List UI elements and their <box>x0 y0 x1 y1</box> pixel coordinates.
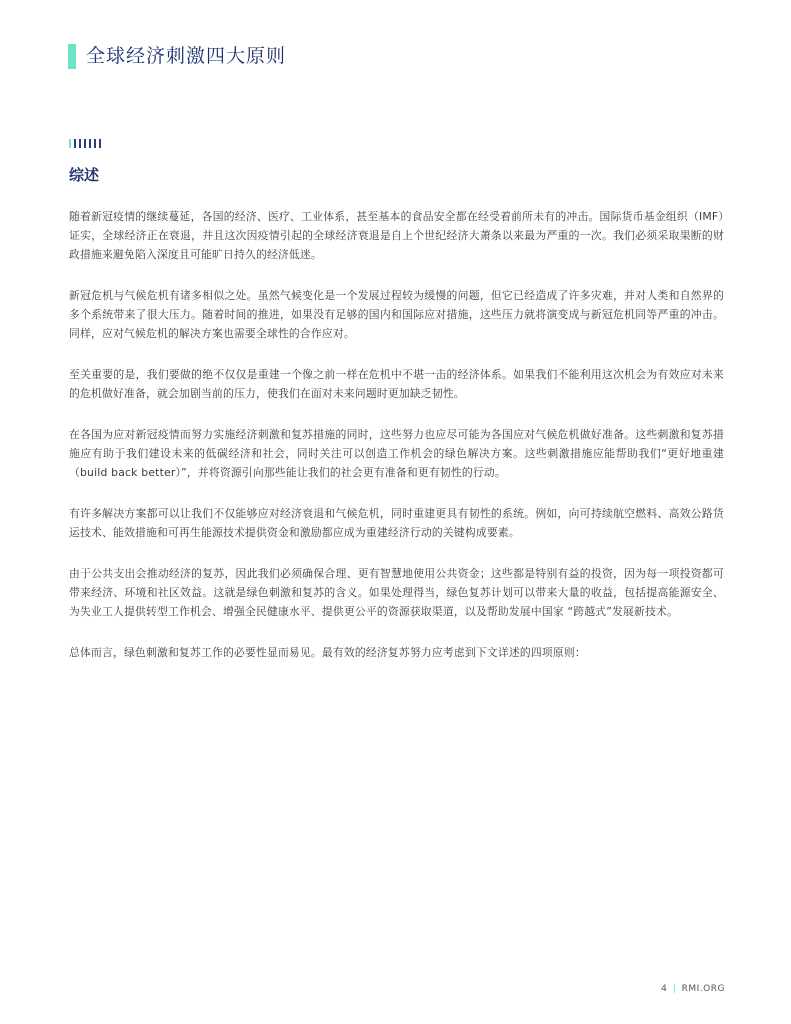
paragraph-2: 新冠危机与气候危机有诸多相似之处。虽然气候变化是一个发展过程较为缓慢的问题，但它已经造成了许多灾难，并对人类和自然界的多个系统带来了很大压力。随着时间的推进，如果没有足够的国内和国际应对措施，这些压力就将演变成与新冠危机同等严重的冲击。同样，应对气候危机的解决方案也需要全球性的合作应对。 <box>69 289 724 340</box>
page-title: 全球经济刺激四大原则 <box>86 45 287 67</box>
paragraph-4: 在各国为应对新冠疫情而努力实施经济刺激和复苏措施的同时，这些努力也应尽可能为各国应对气候危机做好准备。这些刺激和复苏措施应有助于我们建设未来的低碳经济和社会，同时关注可以创造工作机会的绿色解决方案。这些刺激措施应能帮助我们“更好地重建（build back better）”，并将资源引向那些能让我们的社会更有准备和更有韧性的行动。 <box>69 428 724 479</box>
paragraph-6: 由于公共支出会推动经济的复苏，因此我们必须确保合理、更有智慧地使用公共资金；这些都是特别有益的投资，因为每一项投资都可带来经济、环境和社区效益。这就是绿色刺激和复苏的含义。如果处理得当，绿色复苏计划可以带来大量的收益，包括提高能源安全、为失业工人提供转型工作机会、增强全民健康水平、提供更公平的资源获取渠道，以及帮助发展中国家 “跨越式”发展新技术。 <box>69 567 724 618</box>
footer-separator: | <box>672 984 677 994</box>
paragraph-1: 随着新冠疫情的继续蔓延，各国的经济、医疗、工业体系，甚至基本的食品安全都在经受着前所未有的冲击。国际货币基金组织（IMF）证实，全球经济正在衰退，并且这次因疫情引起的全球经济衰退是自上个世纪经济大萧条以来最为严重的一次。我们必须采取果断的财政措施来避免陷入深度且可能旷日持久的经济低迷。 <box>69 210 724 261</box>
paragraph-3: 至关重要的是，我们要做的绝不仅仅是重建一个像之前一样在危机中不堪一击的经济体系。如果我们不能利用这次机会为有效应对未来的危机做好准备，就会加剧当前的压力，使我们在面对未来问题时更加缺乏韧性。 <box>69 368 724 400</box>
page-number: 4 <box>661 984 668 994</box>
paragraph-7: 总体而言，绿色刺激和复苏工作的必要性显而易见。最有效的经济复苏努力应考虑到下文详述的四项原则： <box>69 646 586 659</box>
paragraph-5: 有许多解决方案都可以让我们不仅能够应对经济衰退和气候危机，同时重建更具有韧性的系统。例如，向可持续航空燃料、高效公路货运技术、能效措施和可再生能源技术提供资金和激励都应成为重建经济行动的关键构成要素。 <box>69 507 724 539</box>
decorative-stripes <box>69 139 101 148</box>
section-heading: 综述 <box>69 166 100 184</box>
page-footer <box>661 984 725 994</box>
body-text <box>69 207 724 684</box>
title-accent-bar <box>68 44 76 69</box>
footer-site: RMI.ORG <box>681 984 725 994</box>
